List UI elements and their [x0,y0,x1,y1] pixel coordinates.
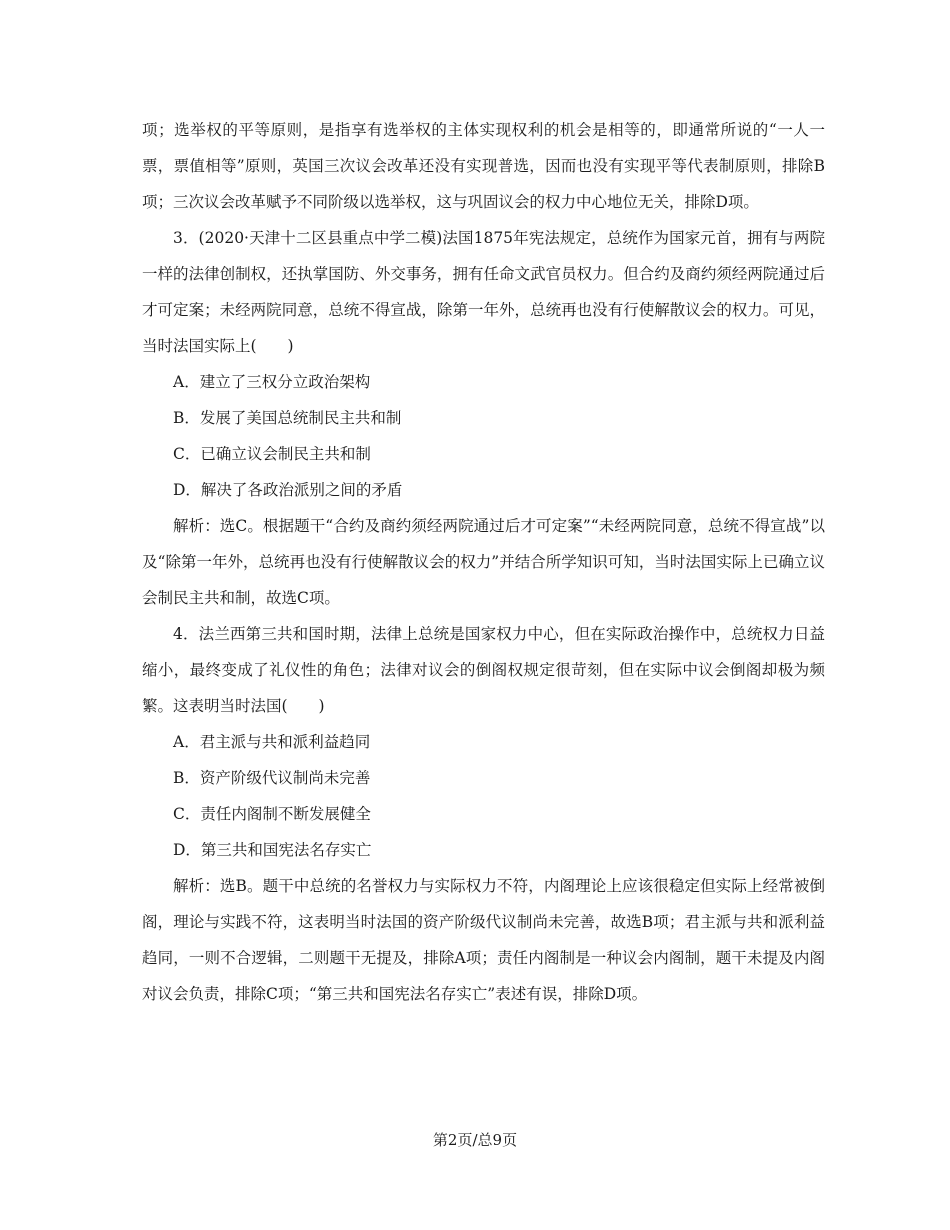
page-number-footer: 第2页/总9页 [432,1131,518,1149]
question-4-option-d: D．第三共和国宪法名存实亡 [173,841,372,859]
question-3-analysis: 解析：选C。根据题干“合约及商约须经两院通过后才可定案”“未经两院同意，总统不得宣战”以及“除第一年外，总统再也没有行使解散议会的权力”并结合所学知识可知，当时法国实际上已确立议会制民主共和制，故选C项。 [142,517,825,607]
question-4-analysis: 解析：选B。题干中总统的名誉权力与实际权力不符，内阁理论上应该很稳定但实际上经常被倒阁，理论与实践不符，这表明当时法国的资产阶级代议制尚未完善，故选B项；君主派与共和派利益趋同，一则不合逻辑，二则题干无提及，排除A项；责任内阁制是一种议会内阁制，题干未提及内阁对议会负责，排除C项；“第三共和国宪法名存实亡”表述有误，排除D项。 [142,877,825,1003]
question-4-stem: 4．法兰西第三共和国时期，法律上总统是国家权力中心，但在实际政治操作中，总统权力日益缩小，最终变成了礼仪性的角色；法律对议会的倒阁权规定很苛刻，但在实际中议会倒阁却极为频繁。这表明当时法国( ) [142,625,825,715]
question-3-stem: 3．(2020·天津十二区县重点中学二模)法国1875年宪法规定，总统作为国家元首，拥有与两院一样的法律创制权，还执掌国防、外交事务，拥有任命文武官员权力。但合约及商约须经两院通过后才可定案；未经两院同意，总统不得宣战，除第一年外，总统再也没有行使解散议会的权力。可见，当时法国实际上( ) [142,229,825,355]
question-4-option-c: C．责任内阁制不断发展健全 [173,805,371,823]
question-3-option-c: C．已确立议会制民主共和制 [173,445,371,463]
document-body [142,112,825,1012]
previous-analysis-continuation: 项；选举权的平等原则，是指享有选举权的主体实现权利的机会是相等的，即通常所说的“一人一票，票值相等”原则，英国三次议会改革还没有实现普选，因而也没有实现平等代表制原则，排除B项；三次议会改革赋予不同阶级以选举权，这与巩固议会的权力中心地位无关，排除D项。 [142,121,825,211]
question-4-option-b: B．资产阶级代议制尚未完善 [173,769,371,787]
question-4-option-a: A．君主派与共和派利益趋同 [173,733,371,751]
question-3-option-d: D．解决了各政治派别之间的矛盾 [173,481,403,499]
question-3-option-b: B．发展了美国总统制民主共和制 [173,409,402,427]
question-3-option-a: A．建立了三权分立政治架构 [173,373,371,391]
